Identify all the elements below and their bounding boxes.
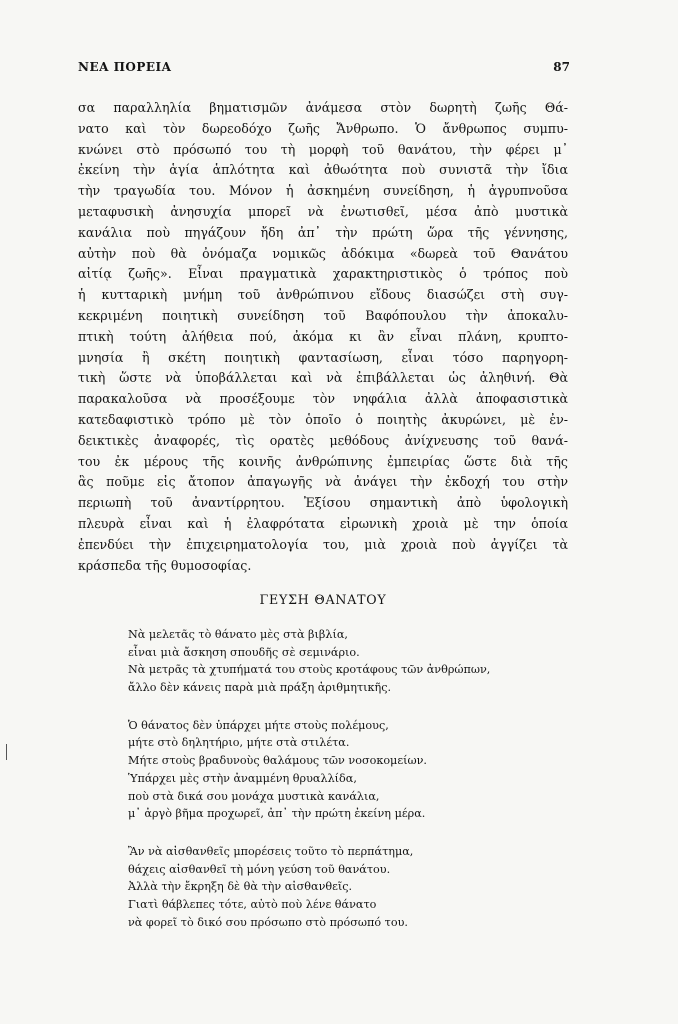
prose-line: σα παραλληλία βηματισμῶν ἀνάμεσα στὸν δωρητὴ ζωῆς Θά- — [78, 100, 568, 115]
margin-mark — [6, 744, 7, 760]
prose-line: περιωπὴ τοῦ ἀναντίρρητου. Ἐξίσου σημαντικὴ ἀπὸ ὑφολογικὴ — [78, 495, 568, 511]
poem-line: Ὁ θάνατος δὲν ὑπάρχει μήτε στοὺς πολέμους, — [128, 718, 389, 732]
journal-title: ΝΕΑ ΠΟΡΕΙΑ — [78, 60, 172, 74]
prose-line: παρακαλοῦσα νὰ προσέξουμε τὸν νηφάλια ἀλλὰ ἀποφασιστικὰ — [78, 391, 568, 407]
prose-line: ἐκείνη τὴν ἁγία ἁπλότητα καὶ ἀθωότητα ποὺ συνιστᾶ τὴν ἴδια — [78, 162, 568, 178]
poem-line: εἶναι μιὰ ἄσκηση σπουδῆς σὲ σεμινάριο. — [128, 645, 360, 659]
prose-line: κατεδαφιστικὸ τρόπο μὲ τὸν ὁποῖο ὁ ποιητὴς ἀκυρώνει, μὲ ἐν- — [78, 411, 568, 427]
prose-line: τὴν τραγωδία του. Μόνον ἡ ἀσκημένη συνείδηση, ἡ ἀγρυπνοῦσα — [78, 183, 568, 199]
poem-line: ποὺ στὰ δικά σου μονάχα μυστικὰ κανάλια, — [128, 789, 380, 803]
prose-line: κνώνει στὸ πρόσωπό του τὴ μορφὴ τοῦ θανάτου, τὴν φέρει μ᾿ — [78, 141, 568, 157]
prose-line: ἃς ποῦμε εἰς ἄτοπον ἀπαγωγῆς νὰ ἀνάγει τὴν ἐκδοχή του στὴν — [78, 474, 568, 490]
poem-line: Γιατὶ θάβλεπες τότε, αὐτὸ ποὺ λένε θάνατο — [128, 897, 377, 911]
poem-line: Νὰ μετρᾶς τὰ χτυπήματά του στοὺς κροτάφους τῶν ἀνθρώπων, — [128, 663, 491, 677]
prose-line: νατο καὶ τὸν δωρεοδόχο ζωῆς Ἄνθρωπο. Ὁ ἄνθρωπος συμπυ- — [78, 120, 568, 136]
prose-line: κεκριμένη ποιητικὴ συνείδηση τοῦ Βαφόπουλου τὴν ἀποκαλυ- — [78, 307, 568, 323]
poem-line: θάχεις αἰσθανθεῖ τὴ μόνη γεύση τοῦ θανάτου. — [128, 862, 391, 876]
essay-paragraph — [78, 98, 568, 576]
poem-stanza — [128, 626, 568, 697]
poem-body — [128, 626, 568, 951]
poem-line: μ᾿ ἀργὸ βῆμα προχωρεῖ, ἀπ᾿ τὴν πρώτη ἐκείνη μέρα. — [128, 807, 426, 821]
poem-line: Μήτε στοὺς βραδυνοὺς θαλάμους τῶν νοσοκομείων. — [128, 754, 427, 768]
poem-line: νὰ φορεῖ τὸ δικό σου πρόσωπο στὸ πρόσωπό του. — [128, 915, 408, 929]
poem-line: μήτε στὸ δηλητήριο, μήτε στὰ στιλέτα. — [128, 736, 350, 750]
prose-line: ἡ κυτταρικὴ μνήμη τοῦ ἀνθρώπινου εἴδους διασώζει στὴ συγ- — [78, 287, 568, 303]
poem-line: Ἀλλὰ τὴν ἔκρηξη δὲ θὰ τὴν αἰσθανθεῖς. — [128, 880, 353, 894]
prose-line: κράσπεδα τῆς θυμοσοφίας. — [78, 557, 252, 573]
page-number: 87 — [553, 60, 570, 74]
poem-line: Νὰ μελετᾶς τὸ θάνατο μὲς στὰ βιβλία, — [128, 628, 348, 641]
prose-line: κανάλια ποὺ πηγάζουν ἤδη ἀπ᾿ τὴν πρώτη ὥρα τῆς γέννησης, — [78, 224, 568, 240]
prose-line: ἐπενδύει τὴν ἐπιχειρηματολογία του, μιὰ χροιὰ ποὺ ἀγγίζει τὰ — [78, 536, 568, 552]
prose-line: πτικὴ τούτη ἀλήθεια πού, ἀκόμα κι ἂν εἶναι πλάνη, κρυπτο- — [78, 328, 568, 344]
prose-line: πλευρὰ εἶναι καὶ ἡ ἐλαφρότατα εἰρωνικὴ χροιὰ μὲ την ὁποία — [78, 515, 568, 531]
prose-line: αὐτὴν ποὺ θὰ ὀνόμαζα νομικῶς ἀδόκιμα «δωρεὰ τοῦ Θανάτου — [78, 245, 568, 261]
poem-title: ΓΕΥΣΗ ΘΑΝΑΤΟΥ — [259, 592, 387, 607]
running-header — [78, 60, 570, 78]
poem-line: Ὑπάρχει μὲς στὴν ἀναμμένη θρυαλλίδα, — [128, 771, 357, 785]
prose-line: δεικτικὲς ἀναφορές, τὶς ορατὲς μεθόδους ἀνίχνευσης τοῦ θανά- — [78, 432, 568, 448]
poem-stanza — [128, 717, 568, 823]
prose-line: του ἐκ μέρους τῆς κοινῆς ἀνθρώπινης ἐμπειρίας ὥστε διὰ τῆς — [78, 453, 568, 469]
poem-stanza — [128, 843, 568, 931]
poem-line: Ἂν νὰ αἰσθανθεῖς μπορέσεις τοῦτο τὸ περπάτημα, — [128, 844, 414, 858]
prose-line: μνησία ἢ σκέτη ποιητικὴ φαντασίωση, εἶναι τόσο παρηγορη- — [78, 349, 568, 365]
prose-line: αἰτίᾳ ζωῆς». Εἶναι πραγματικὰ χαρακτηριστικὸς ὁ τρόπος ποὺ — [78, 266, 568, 282]
prose-line: μεταφυσικὴ ἀνησυχία μπορεῖ νὰ ἐνωτισθεῖ, μέσα ἀπὸ μυστικὰ — [78, 203, 568, 219]
prose-line: τικὴ ὥστε νὰ ὑποβάλλεται καὶ νὰ ἐπιβάλλεται ὡς ἀληθινή. Θὰ — [78, 370, 568, 386]
poem-line: ἄλλο δὲν κάνεις παρὰ μιὰ πράξη ἀριθμητικῆς. — [128, 681, 392, 695]
